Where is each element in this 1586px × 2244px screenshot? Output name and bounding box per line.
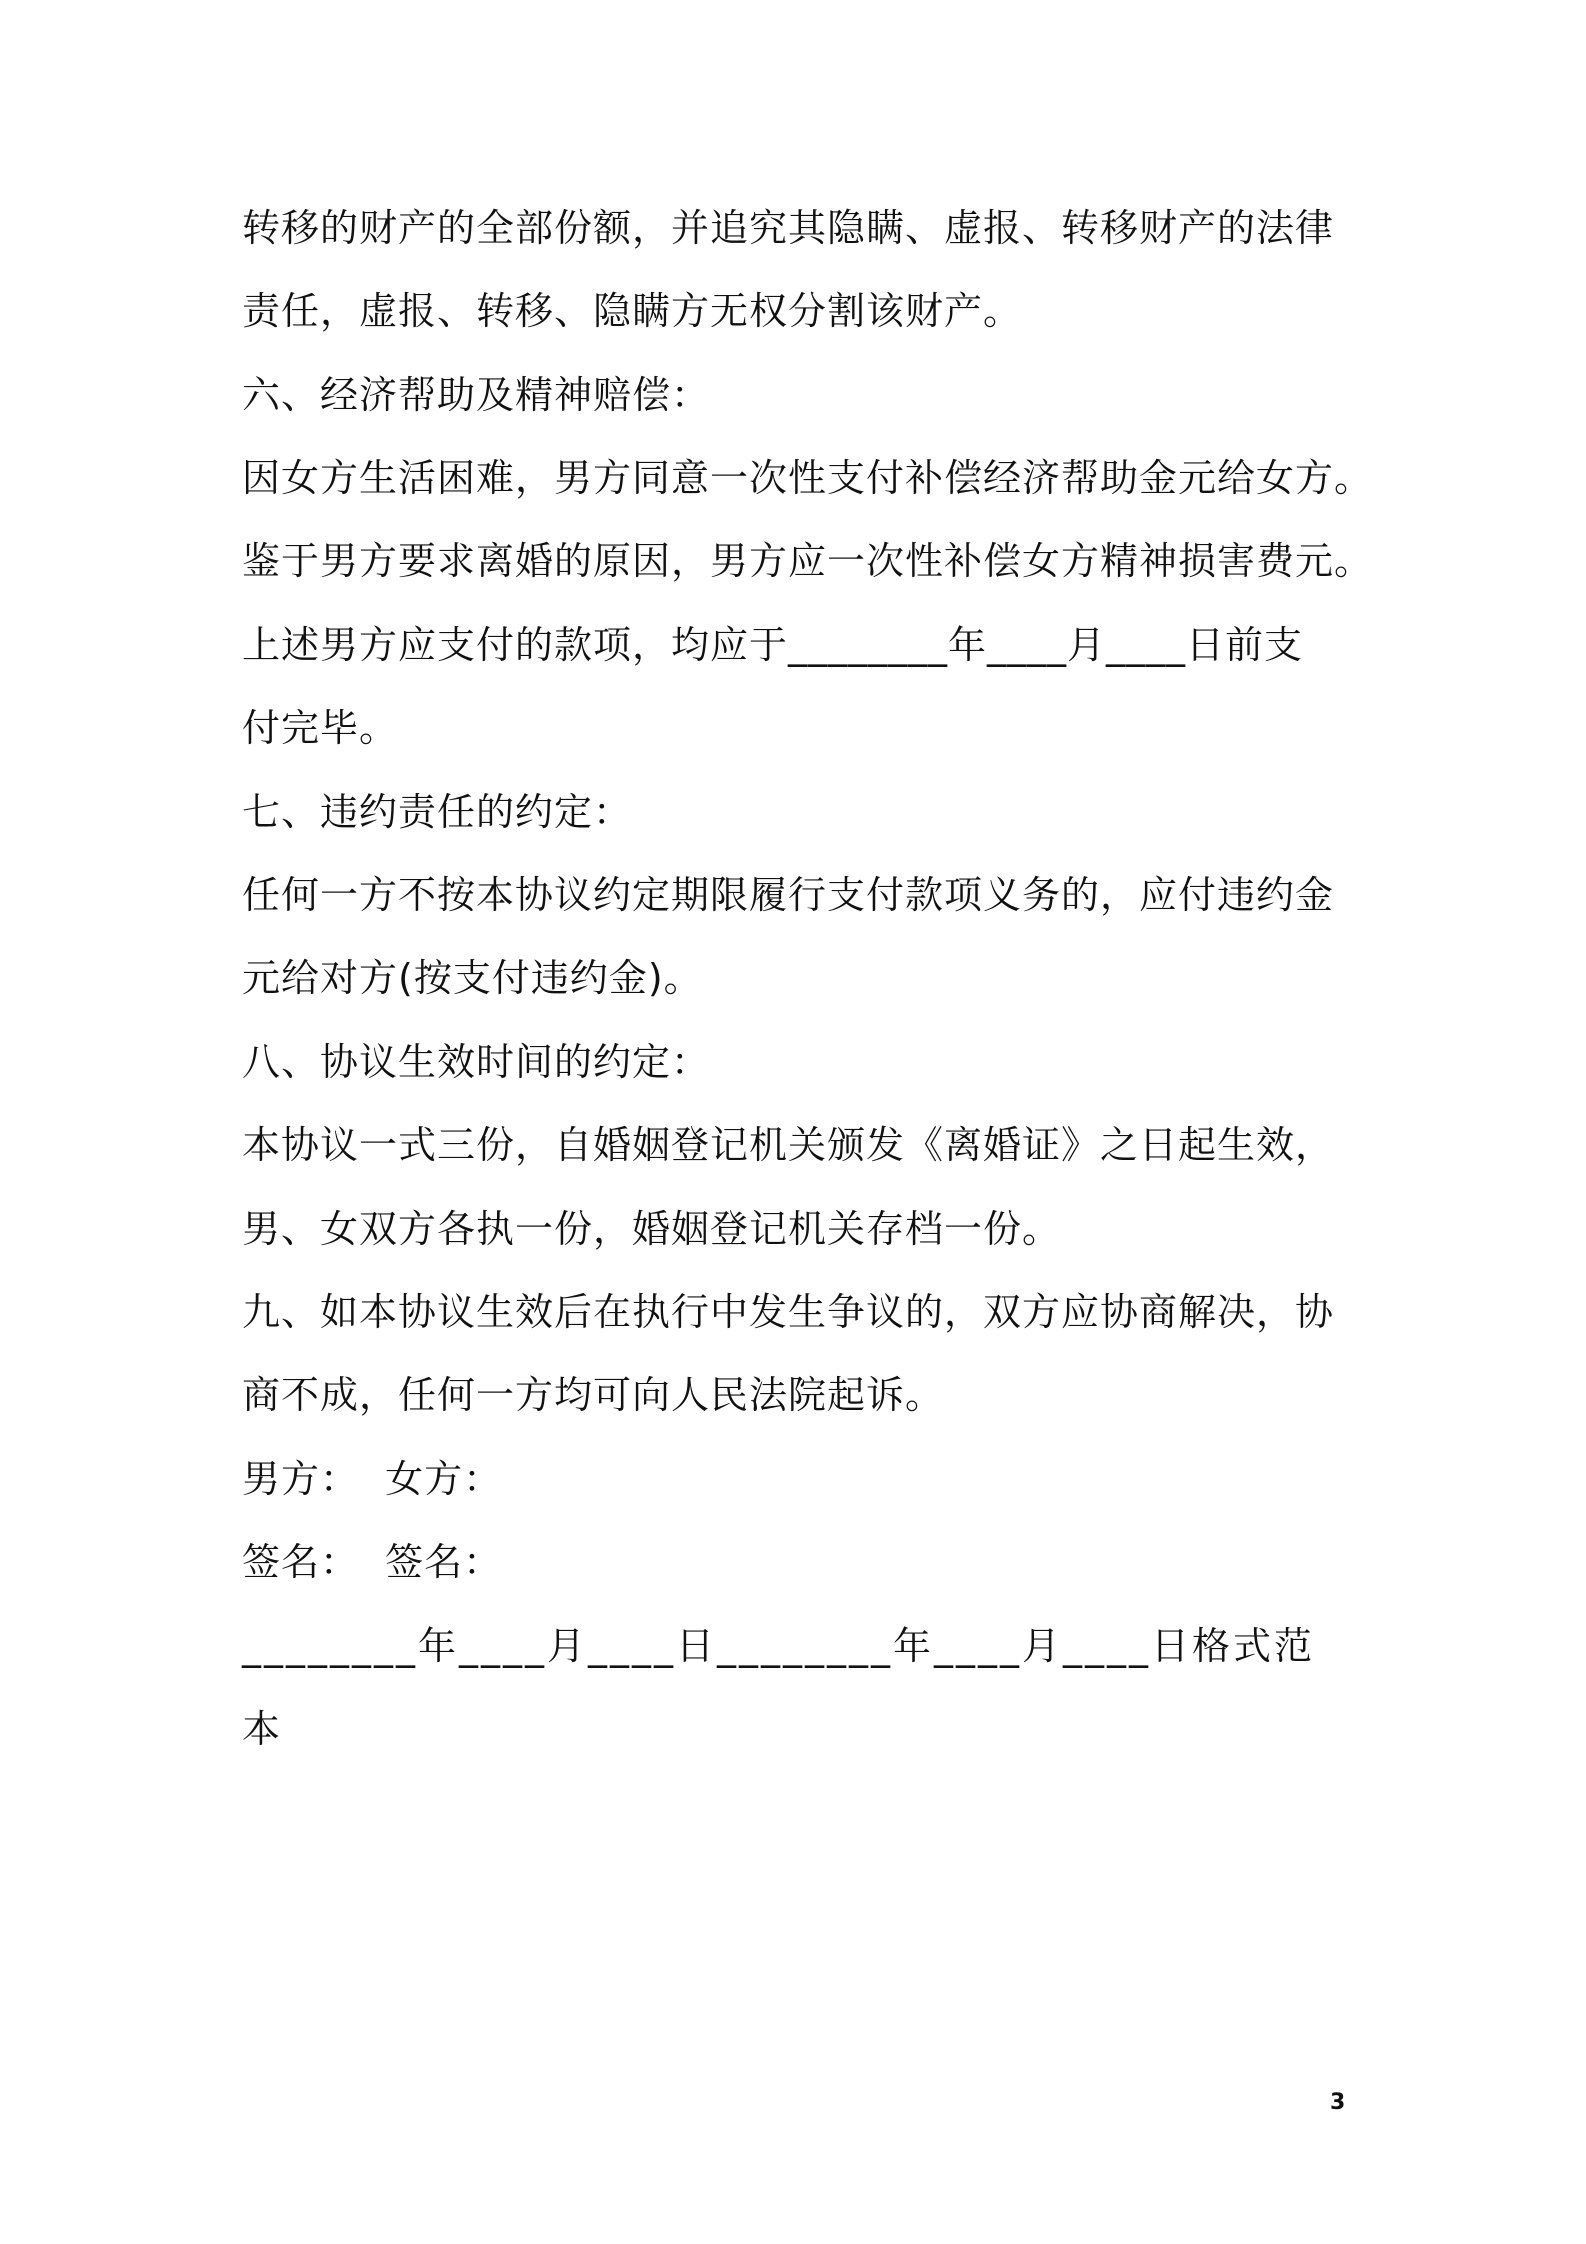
text-line: 本协议一式三份，自婚姻登记机关颁发《离婚证》之日起生效， <box>242 1123 1335 1167</box>
date-blanks-line: ________年____月____日________年____月____日格式范 <box>242 1624 1316 1668</box>
text-line: 元给对方(按支付违约金)。 <box>242 956 703 1000</box>
text-line: 鉴于男方要求离婚的原因，男方应一次性补偿女方精神损害费元。 <box>242 539 1374 583</box>
text-line: 付完毕。 <box>242 706 399 750</box>
section-heading: 七、违约责任的约定： <box>242 790 633 834</box>
text-line: 本 <box>242 1707 282 1751</box>
text-line: 转移的财产的全部份额，并追究其隐瞒、虚报、转移财产的法律 <box>242 206 1335 250</box>
page-number: 3 <box>1330 2090 1346 2115</box>
text-line: 男、女双方各执一份，婚姻登记机关存档一份。 <box>242 1207 1062 1251</box>
section-heading: 六、经济帮助及精神赔偿： <box>242 373 711 417</box>
text-line: 上述男方应支付的款项，均应于________年____月____日前支 <box>242 623 1304 667</box>
party-labels: 男方： 女方： <box>242 1457 503 1501</box>
text-line: 商不成，任何一方均可向人民法院起诉。 <box>242 1373 945 1417</box>
text-line: 责任，虚报、转移、隐瞒方无权分割该财产。 <box>242 289 1023 333</box>
signature-labels: 签名： 签名： <box>242 1540 503 1584</box>
text-line: 因女方生活困难，男方同意一次性支付补偿经济帮助金元给女方。 <box>242 456 1374 500</box>
text-line: 任何一方不按本协议约定期限履行支付款项义务的，应付违约金 <box>242 873 1335 917</box>
section-heading: 八、协议生效时间的约定： <box>242 1040 711 1084</box>
section-heading: 九、如本协议生效后在执行中发生争议的，双方应协商解决，协 <box>242 1290 1335 1334</box>
